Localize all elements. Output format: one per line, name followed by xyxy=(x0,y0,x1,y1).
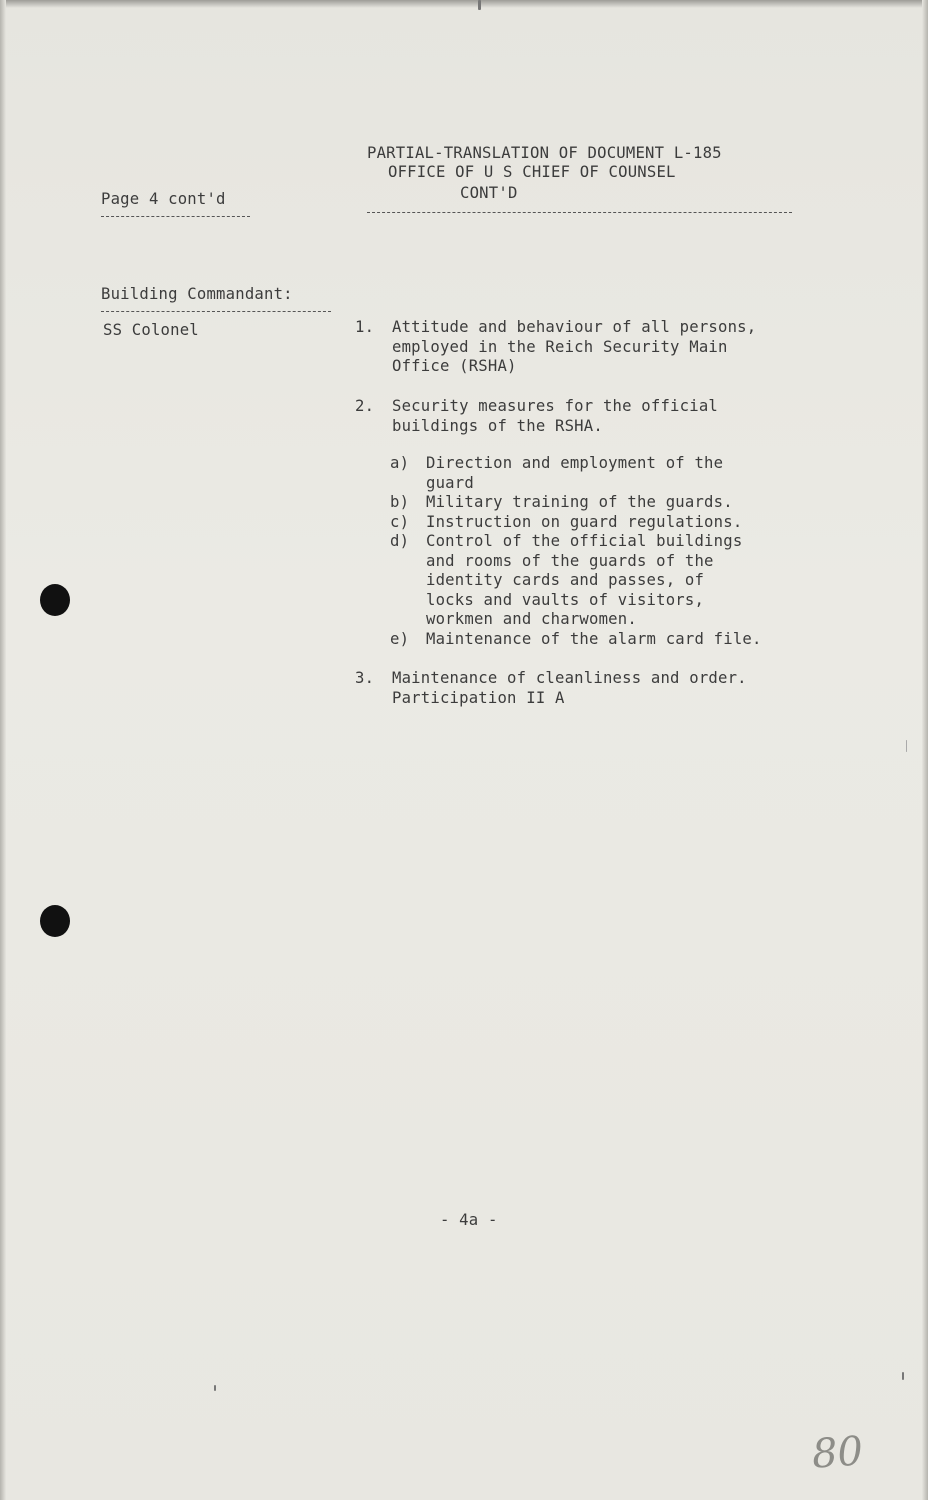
subitem-text: Military training of the guards. xyxy=(426,493,733,511)
document-contd: CONT'D xyxy=(460,184,518,202)
scan-edge-left xyxy=(0,0,6,1500)
header-underline xyxy=(367,212,792,213)
section-heading-underline xyxy=(101,311,331,312)
punch-hole xyxy=(40,905,70,937)
section-rank: SS Colonel xyxy=(103,321,199,339)
scan-speck xyxy=(906,740,907,752)
subitem-letter: e) xyxy=(390,630,410,648)
punch-hole xyxy=(40,584,70,616)
scan-speck xyxy=(478,0,481,10)
scan-speck xyxy=(902,1372,904,1380)
subitem-letter: b) xyxy=(390,493,410,511)
subitem-text: Direction and employment of the guard xyxy=(426,454,724,492)
subitem-letter: d) xyxy=(390,532,410,550)
item-number: 2. xyxy=(355,397,375,415)
item-text: Attitude and behaviour of all persons, employed in the Reich Security Main Office (RSHA) xyxy=(392,318,757,375)
section-heading: Building Commandant: xyxy=(101,285,293,303)
item-number: 1. xyxy=(355,318,375,336)
document-title: PARTIAL-TRANSLATION OF DOCUMENT L-185 xyxy=(367,144,722,162)
subitem-text: Control of the official buildings and rooms of the guards of the identity cards and passes, of locks and vaults of visitors, workmen and charwomen. xyxy=(426,532,743,628)
item-text: Security measures for the official buildings of the RSHA. xyxy=(392,397,718,435)
scan-edge-top xyxy=(0,0,928,8)
page-label-underline xyxy=(101,216,250,217)
subitem-letter: c) xyxy=(390,513,410,531)
footer-page-number: - 4a - xyxy=(440,1211,498,1229)
subitem-text: Instruction on guard regulations. xyxy=(426,513,743,531)
item-text: Maintenance of cleanliness and order. Participation II A xyxy=(392,669,747,707)
subitem-text: Maintenance of the alarm card file. xyxy=(426,630,762,648)
subitem-letter: a) xyxy=(390,454,410,472)
document-office: OFFICE OF U S CHIEF OF COUNSEL xyxy=(388,163,676,181)
page-label: Page 4 cont'd xyxy=(101,190,226,208)
handwritten-page-number: 80 xyxy=(810,1428,865,1478)
scan-speck xyxy=(214,1385,216,1391)
scan-edge-right xyxy=(922,0,928,1500)
item-number: 3. xyxy=(355,669,375,687)
